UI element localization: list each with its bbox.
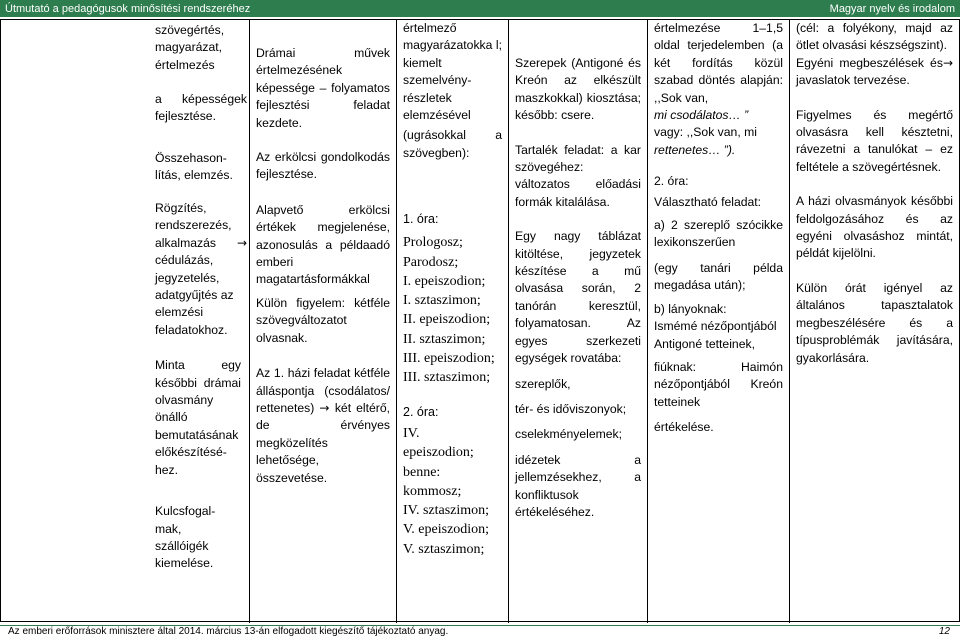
col6-block-1b: Egyéni megbeszélések és javaslatok tervezése. [796, 55, 943, 88]
lesson-1-label: 1. óra: [403, 212, 439, 226]
col1-block-6: Kulcsfogal-mak, szállóigék kiemelése. [155, 504, 216, 571]
col5-block-2: Választható feladat: [654, 194, 762, 209]
col5-block-3: a) 2 szereplő szócikke lexikonszerűen [654, 218, 783, 250]
table-column-1 [1, 20, 249, 623]
col1-block-4b: cédulázás, jegyzetelés, adatgyűjtés az elemzési feladatokhoz. [155, 253, 234, 337]
col4-block-7: idézetek a jellemzésekhez, a konfliktusok értékeléséhez. [515, 452, 641, 519]
col6-text [790, 20, 959, 367]
lesson-plan-table [0, 19, 960, 622]
arrow-right-icon: → [319, 400, 335, 415]
col2-block-3: Alapvető erkölcsi értékek megjelenése, azonosulás a példaadó emberi magatartásformákkal [256, 202, 390, 287]
col6-block-3: A házi olvasmányok későbbi feldolgozásához és az egyéni olvasáshoz mintát, példát kijelölni. [796, 194, 953, 261]
col1-block-2: a képességek fejlesztése. [155, 92, 247, 124]
col3-block-2: (ugrásokkal a szövegben): [403, 128, 502, 160]
col4-text [509, 55, 647, 521]
page-number: 12 [938, 626, 950, 637]
col4-block-2: Tartalék feladat: a kar szövegéhez: változatos előadási formák kitalálása. [515, 142, 641, 209]
col6-block-4: Külön órát igényel az általános tapasztalatok megbeszélésére és a típusproblémák javítására, gyakorlására. [796, 280, 953, 365]
col5-block-6: fiúknak: Haimón nézőpontjából Kreón tetteinek [654, 359, 783, 409]
col3-item: II. epeiszodion; [403, 312, 491, 328]
col1-block-1: szövegértés, magyarázat, értelmezés [155, 23, 225, 72]
col5-block-1a: értelmezése 1–1,5 oldal terjedelemben (a két fordítás közül szabad döntés alapján: ,,Sok van, [654, 21, 783, 105]
col1-text [153, 22, 249, 573]
col5-block-1c: vagy: ,,Sok van, mi [654, 125, 757, 140]
col3-item: I. epeiszodion; [403, 273, 486, 289]
header-title: Útmutató a pedagógusok minősítési rendszeréhez [5, 2, 251, 15]
col1-block-4a: Rögzítés, rendszerezés, alkalmazás → [155, 200, 247, 252]
col5-block-4: (egy tanári példa megadása után); [654, 260, 783, 293]
col2-block-5: Az 1. házi feladat kétféle álláspontja (csodálatos/ rettenetes) → két eltérő, de érvényes megközelítés lehetősége, összevetése. [256, 366, 390, 485]
table-column-2 [249, 20, 396, 623]
col2-block-4: Külön figyelem: kétféle szövegváltozatot olvasnak. [256, 295, 390, 345]
col5-block-5b: Ismémé nézőpontjából Antigoné tetteinek, [654, 319, 777, 351]
table-column-3 [396, 20, 508, 623]
col5-block-1b: mi csodálatos… ” [654, 108, 749, 123]
col5-block-5a: b) lányoknak: [654, 301, 727, 316]
col3-item: Parodosz; [403, 254, 459, 270]
col4-block-5: tér- és időviszonyok; [515, 401, 627, 416]
col4-block-3: Egy nagy táblázat kitöltése, jegyzetek készítése a mű olvasása során, 2 tanórán keresztül, folyamatosan. Az egyes szerkezeti egységek rovatába: [515, 229, 641, 366]
footer-text: Az emberi erőforrások minisztere által 2014. március 13-án elfogadott kiegészítő tájékoztató anyag. [8, 626, 449, 637]
header-subject: Magyar nyelv és irodalom [829, 2, 955, 15]
col3-item: IV. sztaszimon; [403, 503, 490, 519]
col5-block-7: értékelése. [654, 420, 714, 435]
col3-item: III. epeiszodion; [403, 351, 495, 367]
col3-item: IV. epeiszodion; benne: kommosz; [403, 425, 474, 499]
col2-block-1: Drámai művek értelmezésének képessége – folyamatos fejlesztési feladat kezdete. [256, 46, 390, 130]
document-footer [0, 625, 960, 637]
arrow-right-icon: → [942, 55, 953, 70]
lesson-2-label: 2. óra: [403, 404, 439, 419]
col1-block-3: Összehason-lítás, elemzés. [155, 151, 233, 183]
arrow-right-icon: → [236, 235, 247, 250]
col3-item: Prologosz; [403, 235, 463, 251]
col3-block-1: értelmező magyarázatokka l; kiemelt szemelvény-részletek elemzésével [403, 21, 502, 123]
col4-block-4: szereplők, [515, 376, 571, 391]
table-column-4 [508, 20, 647, 623]
col6-block-1a: (cél: a folyékony, majd az ötlet olvasási készségszint). → [796, 20, 953, 55]
table-column-6 [789, 20, 959, 623]
col6-block-2: Figyelmes és megértő olvasásra kell késztetni, rávezetni a tanulókat – ez feltétele a szövegértésnek. [796, 107, 953, 174]
col3-item: V. sztaszimon; [403, 541, 485, 557]
col3-text [397, 20, 508, 162]
col5-block-1d: rettenetes… ”). [654, 142, 736, 157]
col3-lessons [397, 210, 508, 559]
col4-block-6: cselekményelemek; [515, 427, 623, 442]
table-column-5 [647, 20, 789, 623]
col3-item: I. sztaszimon; [403, 293, 481, 309]
lesson-2-label: 2. óra: [654, 174, 689, 189]
col5-text [648, 20, 789, 437]
col3-item: II. sztaszimon; [403, 331, 486, 347]
col3-item: III. sztaszimon; [403, 370, 491, 386]
col1-block-5: Minta egy későbbi drámai olvasmány önálló bemutatásának előkészítésé-hez. [155, 358, 241, 477]
col3-item: V. epeiszodion; [403, 522, 490, 538]
document-header [0, 0, 960, 17]
col2-block-2: Az erkölcsi gondolkodás fejlesztése. [256, 150, 390, 182]
col4-block-1: Szerepek (Antigoné és Kreón az elkészült maszkokkal) kiosztása; később: csere. [515, 56, 641, 123]
col2-text [250, 45, 396, 487]
